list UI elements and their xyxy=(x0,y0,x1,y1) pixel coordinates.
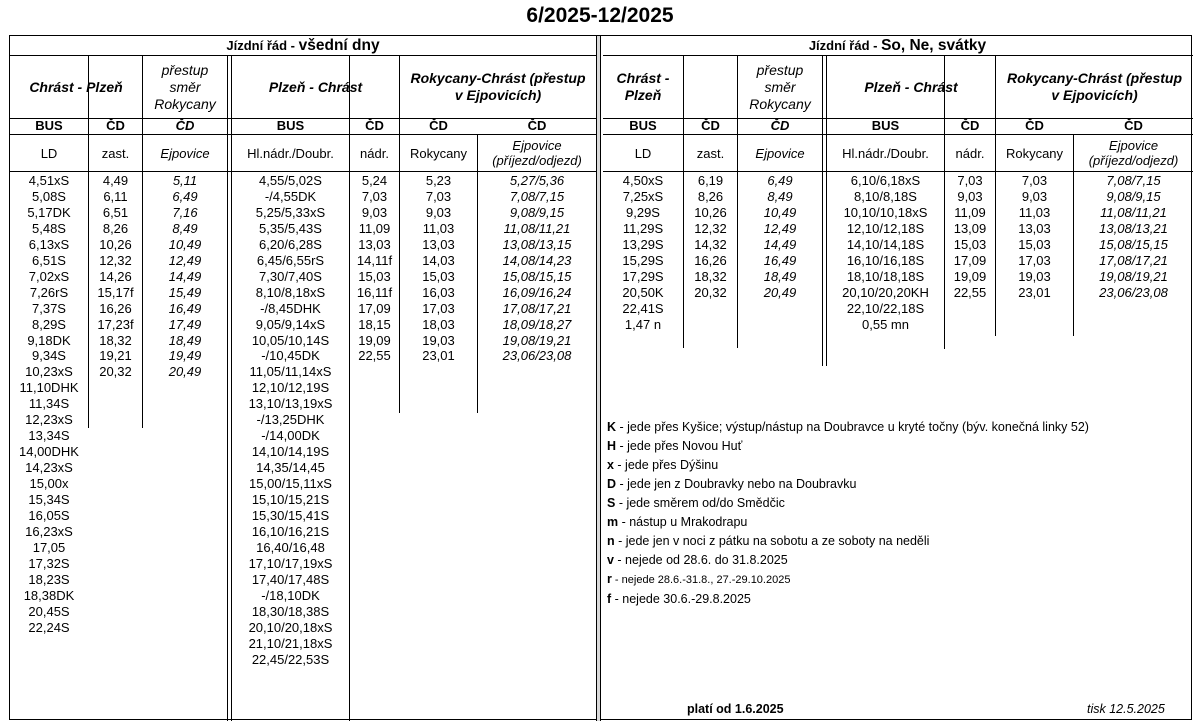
time-cell: 11,10DHK xyxy=(19,380,79,396)
col-weekday-bus-ld xyxy=(10,173,88,636)
time-cell: 9,29S xyxy=(626,204,660,220)
time-cell: 15,34S xyxy=(28,492,70,508)
time-cell: 7,03 xyxy=(425,188,452,204)
time-cell: 19,03 xyxy=(422,332,455,348)
time-cell: 7,30/7,40S xyxy=(259,268,322,284)
time-cell: 7,03 xyxy=(957,173,983,188)
col-weekend-bus-hl xyxy=(827,173,944,333)
time-cell: 19,09 xyxy=(358,332,391,348)
time-cell: 17,08/17,21 xyxy=(1099,252,1168,268)
time-cell: 15,17f xyxy=(97,284,134,300)
time-cell: 7,16 xyxy=(172,204,198,220)
legend-item xyxy=(607,551,1089,570)
time-cell: 18,03 xyxy=(422,316,455,332)
prestup-line: Rokycany xyxy=(749,95,811,112)
time-cell: 13,08/13,21 xyxy=(1099,220,1168,236)
divider xyxy=(603,171,1193,172)
section-title-prefix: Jízdní řád - xyxy=(808,38,882,53)
time-cell: 18,15 xyxy=(358,316,391,332)
time-cell: 4,49 xyxy=(102,173,129,188)
col-weekend-cd-nadr xyxy=(945,173,995,301)
time-cell: 14,49 xyxy=(763,236,797,252)
header-plzen-chrast: Plzeň - Chrást xyxy=(864,78,958,95)
header-line: Rokycany-Chrást (přestup xyxy=(1006,70,1183,86)
time-cell: 19,08/19,21 xyxy=(502,332,572,348)
time-cell: 17,05 xyxy=(32,539,66,555)
header-line: (příjezd/odjezd) xyxy=(1088,153,1179,168)
time-cell: 22,55 xyxy=(358,348,391,364)
time-cell: 7,25xS xyxy=(622,188,664,204)
time-cell: 15,10/15,21S xyxy=(251,492,330,508)
time-cell: 14,08/14,23 xyxy=(502,252,572,268)
time-cell: 13,03 xyxy=(1018,220,1051,236)
time-cell: -/13,25DHK xyxy=(256,412,325,428)
time-cell: 15,30/15,41S xyxy=(251,508,330,524)
legend-key: v xyxy=(607,553,614,567)
time-cell: 12,32 xyxy=(99,252,132,268)
legend-item xyxy=(607,418,1089,437)
col-weekend-cd-ejp-pr xyxy=(1074,173,1193,301)
time-cell: 11,09 xyxy=(358,220,391,236)
time-cell: 20,32 xyxy=(694,284,727,300)
time-cell: 17,08/17,21 xyxy=(502,300,572,316)
time-cell: 16,10/16,21S xyxy=(251,523,330,539)
time-cell: 17,32S xyxy=(28,555,70,571)
col-weekday-cd-ejp-pr xyxy=(478,173,596,364)
type-cd: ČD xyxy=(1124,118,1143,133)
stop-ld: LD xyxy=(40,145,58,161)
time-cell: 6,45/6,55rS xyxy=(256,252,325,268)
time-cell: 6,13xS xyxy=(28,236,70,252)
time-cell: 11,05/11,14xS xyxy=(249,364,332,380)
legend-text: - jede směrem od/do Smědčic xyxy=(615,496,785,510)
time-cell: -/18,10DK xyxy=(261,587,320,603)
stop-ejpovice-prijezd xyxy=(1074,135,1193,171)
time-cell: 9,03 xyxy=(361,204,388,220)
time-cell: 6,49 xyxy=(767,173,793,188)
header-line: Rokycany-Chrást (přestup xyxy=(410,70,586,86)
time-cell: 11,08/11,21 xyxy=(503,220,571,236)
time-cell: 9,08/9,15 xyxy=(1106,188,1161,204)
section-title-prefix: Jízdní řád - xyxy=(226,38,299,53)
type-cd: ČD xyxy=(429,118,448,133)
time-cell: 15,03 xyxy=(1018,236,1051,252)
header-line: v Ejpovicích) xyxy=(454,87,542,103)
time-cell: 5,17DK xyxy=(27,204,71,220)
time-cell: 10,26 xyxy=(694,204,727,220)
type-bus: BUS xyxy=(276,118,305,133)
header-line: Ejpovice xyxy=(512,138,562,153)
time-cell: 18,23S xyxy=(28,571,70,587)
time-cell: 18,32 xyxy=(99,332,132,348)
time-cell: 17,40/17,48S xyxy=(251,571,330,587)
type-cd: ČD xyxy=(1025,118,1044,133)
legend-key: K xyxy=(607,420,617,434)
time-cell: 18,30/18,38S xyxy=(251,603,330,619)
time-cell: 10,49 xyxy=(763,204,797,220)
time-cell: 14,03 xyxy=(422,252,455,268)
stop-zast: zast. xyxy=(101,145,130,161)
time-cell: 11,03 xyxy=(1018,204,1051,220)
time-cell: 19,03 xyxy=(1018,268,1051,284)
time-cell: 15,03 xyxy=(953,236,987,252)
stop-ejpovice-prijezd xyxy=(478,135,596,171)
type-cd: ČD xyxy=(175,118,195,133)
col-weekday-cd-zast xyxy=(89,173,142,380)
time-cell: 12,23xS xyxy=(25,412,73,428)
type-cd: ČD xyxy=(770,118,790,133)
header-chrast-plzen: Chrást - Plzeň xyxy=(29,78,123,95)
time-cell: 7,08/7,15 xyxy=(1106,173,1161,188)
type-cd: ČD xyxy=(365,118,384,133)
legend-text: - nástup u Mrakodrapu xyxy=(618,515,748,529)
time-cell: 6,49 xyxy=(172,188,198,204)
time-cell: 16,49 xyxy=(763,252,797,268)
time-cell: 14,35/14,45 xyxy=(256,460,325,476)
time-cell: 14,11f xyxy=(356,252,393,268)
time-cell: 22,41S xyxy=(622,300,664,316)
time-cell: 7,03 xyxy=(1021,173,1048,188)
legend-item xyxy=(607,437,1089,456)
time-cell: 12,32 xyxy=(694,220,727,236)
time-cell: 12,49 xyxy=(763,220,797,236)
time-cell: 7,08/7,15 xyxy=(509,188,565,204)
col-weekday-cd-ejpovice xyxy=(143,173,227,380)
type-bus: BUS xyxy=(871,118,900,133)
type-bus: BUS xyxy=(35,118,63,133)
time-cell: 13,34S xyxy=(28,428,70,444)
legend-text: - jede jen v noci z pátku na sobotu a ze soboty na neděli xyxy=(614,534,930,548)
time-cell: 19,49 xyxy=(168,348,202,364)
time-cell: 9,03 xyxy=(1021,188,1048,204)
time-cell: 6,51 xyxy=(102,204,129,220)
header-line: (příjezd/odjezd) xyxy=(492,153,582,168)
time-cell: 15,03 xyxy=(422,268,455,284)
time-cell: 6,11 xyxy=(103,188,128,204)
time-cell: 5,24 xyxy=(361,173,388,188)
stop-hl-nadr: Hl.nádr./Doubr. xyxy=(247,145,334,161)
time-cell: 17,03 xyxy=(422,300,455,316)
time-cell: 16,23xS xyxy=(25,523,73,539)
time-cell: 15,00x xyxy=(29,476,69,492)
legend-item xyxy=(607,590,1089,609)
print-date: tisk 12.5.2025 xyxy=(1087,702,1165,716)
time-cell: 16,11f xyxy=(356,284,393,300)
time-cell: 8,10/8,18xS xyxy=(255,284,326,300)
type-cd: ČD xyxy=(527,118,547,133)
time-cell: 15,08/15,15 xyxy=(502,268,572,284)
time-cell: 22,55 xyxy=(953,284,987,300)
time-cell: 14,10/14,19S xyxy=(251,444,330,460)
time-cell: 11,34S xyxy=(28,396,70,412)
legend-text: - jede jen z Doubravky nebo na Doubravku xyxy=(616,477,857,491)
time-cell: 4,51xS xyxy=(28,173,70,188)
time-cell: 15,08/15,15 xyxy=(1099,236,1168,252)
time-cell: 12,10/12,19S xyxy=(251,380,330,396)
time-cell: 8,26 xyxy=(697,188,724,204)
time-cell: 9,03 xyxy=(425,204,452,220)
section-separator xyxy=(596,36,601,721)
time-cell: 20,49 xyxy=(763,284,797,300)
time-cell: 1,47 n xyxy=(624,316,662,332)
time-cell: 20,10/20,18xS xyxy=(248,619,333,635)
time-cell: 5,48S xyxy=(32,220,66,236)
time-cell: 16,49 xyxy=(168,300,202,316)
legend-item xyxy=(607,513,1089,532)
stop-nadr: nádr. xyxy=(360,145,389,161)
time-cell: 13,09 xyxy=(953,220,987,236)
time-cell: 7,03 xyxy=(361,188,388,204)
time-cell: 4,50xS xyxy=(622,173,664,188)
legend-key: n xyxy=(607,534,615,548)
time-cell: 10,23xS xyxy=(25,364,73,380)
header-line: v Ejpovicích) xyxy=(1051,87,1138,103)
page-title: 6/2025-12/2025 xyxy=(526,4,674,27)
time-cell: 18,09/18,27 xyxy=(502,316,572,332)
legend-text: - nejede od 28.6. do 31.8.2025 xyxy=(613,553,788,567)
time-cell: 20,32 xyxy=(99,364,132,380)
time-cell: 5,23 xyxy=(425,173,452,188)
time-cell: 4,55/5,02S xyxy=(259,173,322,188)
time-cell: 5,11 xyxy=(172,173,198,188)
time-cell: 18,10/18,18S xyxy=(846,268,925,284)
time-cell: 19,09 xyxy=(953,268,987,284)
time-cell: 9,03 xyxy=(957,188,983,204)
divider xyxy=(822,56,823,366)
time-cell: 0,55 mn xyxy=(862,316,909,332)
time-cell: 22,24S xyxy=(28,619,70,635)
time-cell: 18,38DK xyxy=(23,587,75,603)
time-cell: 6,10/6,18xS xyxy=(850,173,921,188)
prestup-line: směr xyxy=(169,78,201,95)
prestup-line: směr xyxy=(764,78,796,95)
stop-ejpovice: Ejpovice xyxy=(160,145,210,161)
time-cell: 16,10/16,18S xyxy=(846,252,925,268)
header-prestup xyxy=(143,56,227,118)
time-cell: 19,08/19,21 xyxy=(1099,268,1168,284)
time-cell: 9,08/9,15 xyxy=(509,204,565,220)
col-weekend-cd-rokycany xyxy=(996,173,1073,301)
divider xyxy=(227,56,228,721)
col-weekend-cd-zast xyxy=(684,173,737,301)
time-cell: 14,10/14,18S xyxy=(846,236,925,252)
header-prestup xyxy=(738,56,822,118)
time-cell: 10,26 xyxy=(99,236,132,252)
time-cell: 15,03 xyxy=(358,268,391,284)
legend-text: - nejede 28.6.-31.8., 27.-29.10.2025 xyxy=(611,574,791,586)
time-cell: 8,49 xyxy=(172,220,198,236)
divider xyxy=(10,171,596,172)
section-title-main: So, Ne, svátky xyxy=(881,37,987,54)
time-cell: 23,01 xyxy=(1018,284,1051,300)
legend-text: - jede přes Kyšice; výstup/nástup na Doubravce u kryté točny (býv. konečná linky 52) xyxy=(616,420,1089,434)
time-cell: 20,10/20,20KH xyxy=(842,284,929,300)
time-cell: 8,10/8,18S xyxy=(854,188,917,204)
header-rokycany-chrast xyxy=(400,56,596,118)
time-cell: 23,06/23,08 xyxy=(502,348,572,364)
time-cell: 17,23f xyxy=(97,316,134,332)
time-cell: 11,29S xyxy=(622,220,664,236)
time-cell: 10,10/10,18xS xyxy=(843,204,928,220)
time-cell: 23,06/23,08 xyxy=(1099,284,1168,300)
header-chrast-plzen: Chrást - Plzeň xyxy=(616,70,670,103)
col-weekend-bus-ld xyxy=(603,173,683,333)
time-cell: 18,49 xyxy=(763,268,797,284)
time-cell: 6,51S xyxy=(32,252,66,268)
stop-rokycany: Rokycany xyxy=(1005,145,1064,161)
time-cell: 15,00/15,11xS xyxy=(249,476,332,492)
legend-key: f xyxy=(607,592,612,606)
legend-item xyxy=(607,570,1089,590)
prestup-line: přestup xyxy=(161,61,209,78)
time-cell: 5,27/5,36 xyxy=(509,173,565,188)
stop-nadr: nádr. xyxy=(955,145,985,161)
legend-item xyxy=(607,475,1089,494)
time-cell: 20,50K xyxy=(622,284,664,300)
time-cell: 7,26rS xyxy=(29,284,69,300)
time-cell: 12,10/12,18S xyxy=(846,220,925,236)
legend-item xyxy=(607,494,1089,513)
legend-item xyxy=(607,456,1089,475)
time-cell: 10,05/10,14S xyxy=(251,332,330,348)
section-title-main: všední dny xyxy=(298,37,380,54)
time-cell: 9,18DK xyxy=(27,332,71,348)
time-cell: 5,35/5,43S xyxy=(259,220,322,236)
time-cell: 13,29S xyxy=(622,236,664,252)
header-rokycany-chrast xyxy=(996,56,1193,118)
type-cd: ČD xyxy=(960,118,980,133)
time-cell: 22,45/22,53S xyxy=(251,651,330,667)
stop-ejpovice: Ejpovice xyxy=(755,145,805,161)
legend-key: x xyxy=(607,458,614,472)
time-cell: 16,03 xyxy=(422,284,455,300)
weekday-section-title xyxy=(10,36,596,55)
time-cell: 14,26 xyxy=(99,268,132,284)
timetable-frame xyxy=(9,35,1192,720)
time-cell: 10,49 xyxy=(168,236,202,252)
time-cell: 16,26 xyxy=(694,252,727,268)
time-cell: 15,29S xyxy=(622,252,664,268)
type-cd: ČD xyxy=(701,118,720,133)
time-cell: 13,03 xyxy=(358,236,391,252)
legend-key: r xyxy=(607,572,612,586)
time-cell: -/8,45DHK xyxy=(260,300,321,316)
time-cell: 16,26 xyxy=(99,300,132,316)
time-cell: 15,49 xyxy=(168,284,202,300)
time-cell: -/14,00DK xyxy=(261,428,320,444)
legend-key: S xyxy=(607,496,616,510)
time-cell: 8,26 xyxy=(102,220,129,236)
col-weekday-cd-nadr xyxy=(350,173,399,364)
prestup-line: Rokycany xyxy=(154,95,216,112)
time-cell: 8,49 xyxy=(767,188,793,204)
time-cell: 17,10/17,19xS xyxy=(248,555,333,571)
time-cell: 13,03 xyxy=(422,236,455,252)
time-cell: 13,08/13,15 xyxy=(502,236,572,252)
time-cell: 9,34S xyxy=(32,348,66,364)
time-cell: 17,29S xyxy=(622,268,664,284)
legend-text: - nejede 30.6.-29.8.2025 xyxy=(611,592,751,606)
time-cell: 20,49 xyxy=(168,364,202,380)
time-cell: -/4,55DK xyxy=(264,188,317,204)
col-weekday-cd-rokycany xyxy=(400,173,477,364)
type-cd: ČD xyxy=(106,118,125,133)
legend-text: - jede přes Novou Huť xyxy=(616,439,743,453)
time-cell: 11,08/11,21 xyxy=(1100,204,1167,220)
valid-from: platí od 1.6.2025 xyxy=(687,702,784,716)
time-cell: 9,05/9,14xS xyxy=(255,316,326,332)
stop-ld: LD xyxy=(634,145,652,161)
time-cell: 11,09 xyxy=(954,204,986,220)
col-weekday-bus-hl xyxy=(232,173,349,668)
type-bus: BUS xyxy=(629,118,657,133)
time-cell: 7,02xS xyxy=(28,268,70,284)
time-cell: 17,09 xyxy=(358,300,391,316)
time-cell: 11,03 xyxy=(422,220,455,236)
time-cell: 14,32 xyxy=(694,236,727,252)
time-cell: 14,49 xyxy=(168,268,202,284)
time-cell: 17,49 xyxy=(168,316,202,332)
legend-key: D xyxy=(607,477,617,491)
time-cell: 22,10/22,18S xyxy=(846,300,925,316)
stop-rokycany: Rokycany xyxy=(409,145,468,161)
time-cell: 21,10/21,18xS xyxy=(248,635,333,651)
time-cell: 20,45S xyxy=(28,603,70,619)
time-cell: 5,08S xyxy=(32,188,66,204)
time-cell: 16,05S xyxy=(28,508,70,524)
time-cell: 5,25/5,33xS xyxy=(255,204,326,220)
time-cell: 18,32 xyxy=(694,268,727,284)
time-cell: 17,09 xyxy=(953,252,987,268)
legend-key: H xyxy=(607,439,617,453)
time-cell: 6,20/6,28S xyxy=(259,236,322,252)
legend-text: - jede přes Dýšinu xyxy=(613,458,719,472)
stop-zast: zast. xyxy=(696,145,725,161)
weekend-section-title xyxy=(602,36,1193,55)
time-cell: 16,40/16,48 xyxy=(256,539,325,555)
legend xyxy=(607,418,1089,609)
time-cell: 19,21 xyxy=(99,348,132,364)
time-cell: 13,10/13,19xS xyxy=(248,396,333,412)
time-cell: 14,23xS xyxy=(25,460,73,476)
legend-key: m xyxy=(607,515,619,529)
time-cell: 8,29S xyxy=(32,316,66,332)
prestup-line: přestup xyxy=(756,61,804,78)
header-plzen-chrast: Plzeň - Chrást xyxy=(268,78,363,95)
time-cell: 17,03 xyxy=(1018,252,1051,268)
time-cell: 16,09/16,24 xyxy=(502,284,572,300)
stop-hl-nadr: Hl.nádr./Doubr. xyxy=(842,145,929,161)
time-cell: 18,49 xyxy=(168,332,202,348)
col-weekend-cd-ejpovice xyxy=(738,173,822,301)
legend-item xyxy=(607,532,1089,551)
time-cell: -/10,45DK xyxy=(261,348,320,364)
time-cell: 23,01 xyxy=(422,348,455,364)
time-cell: 14,00DHK xyxy=(19,444,79,460)
time-cell: 6,19 xyxy=(697,173,724,188)
time-cell: 7,37S xyxy=(32,300,66,316)
header-line: Ejpovice xyxy=(1108,138,1159,153)
time-cell: 12,49 xyxy=(168,252,202,268)
